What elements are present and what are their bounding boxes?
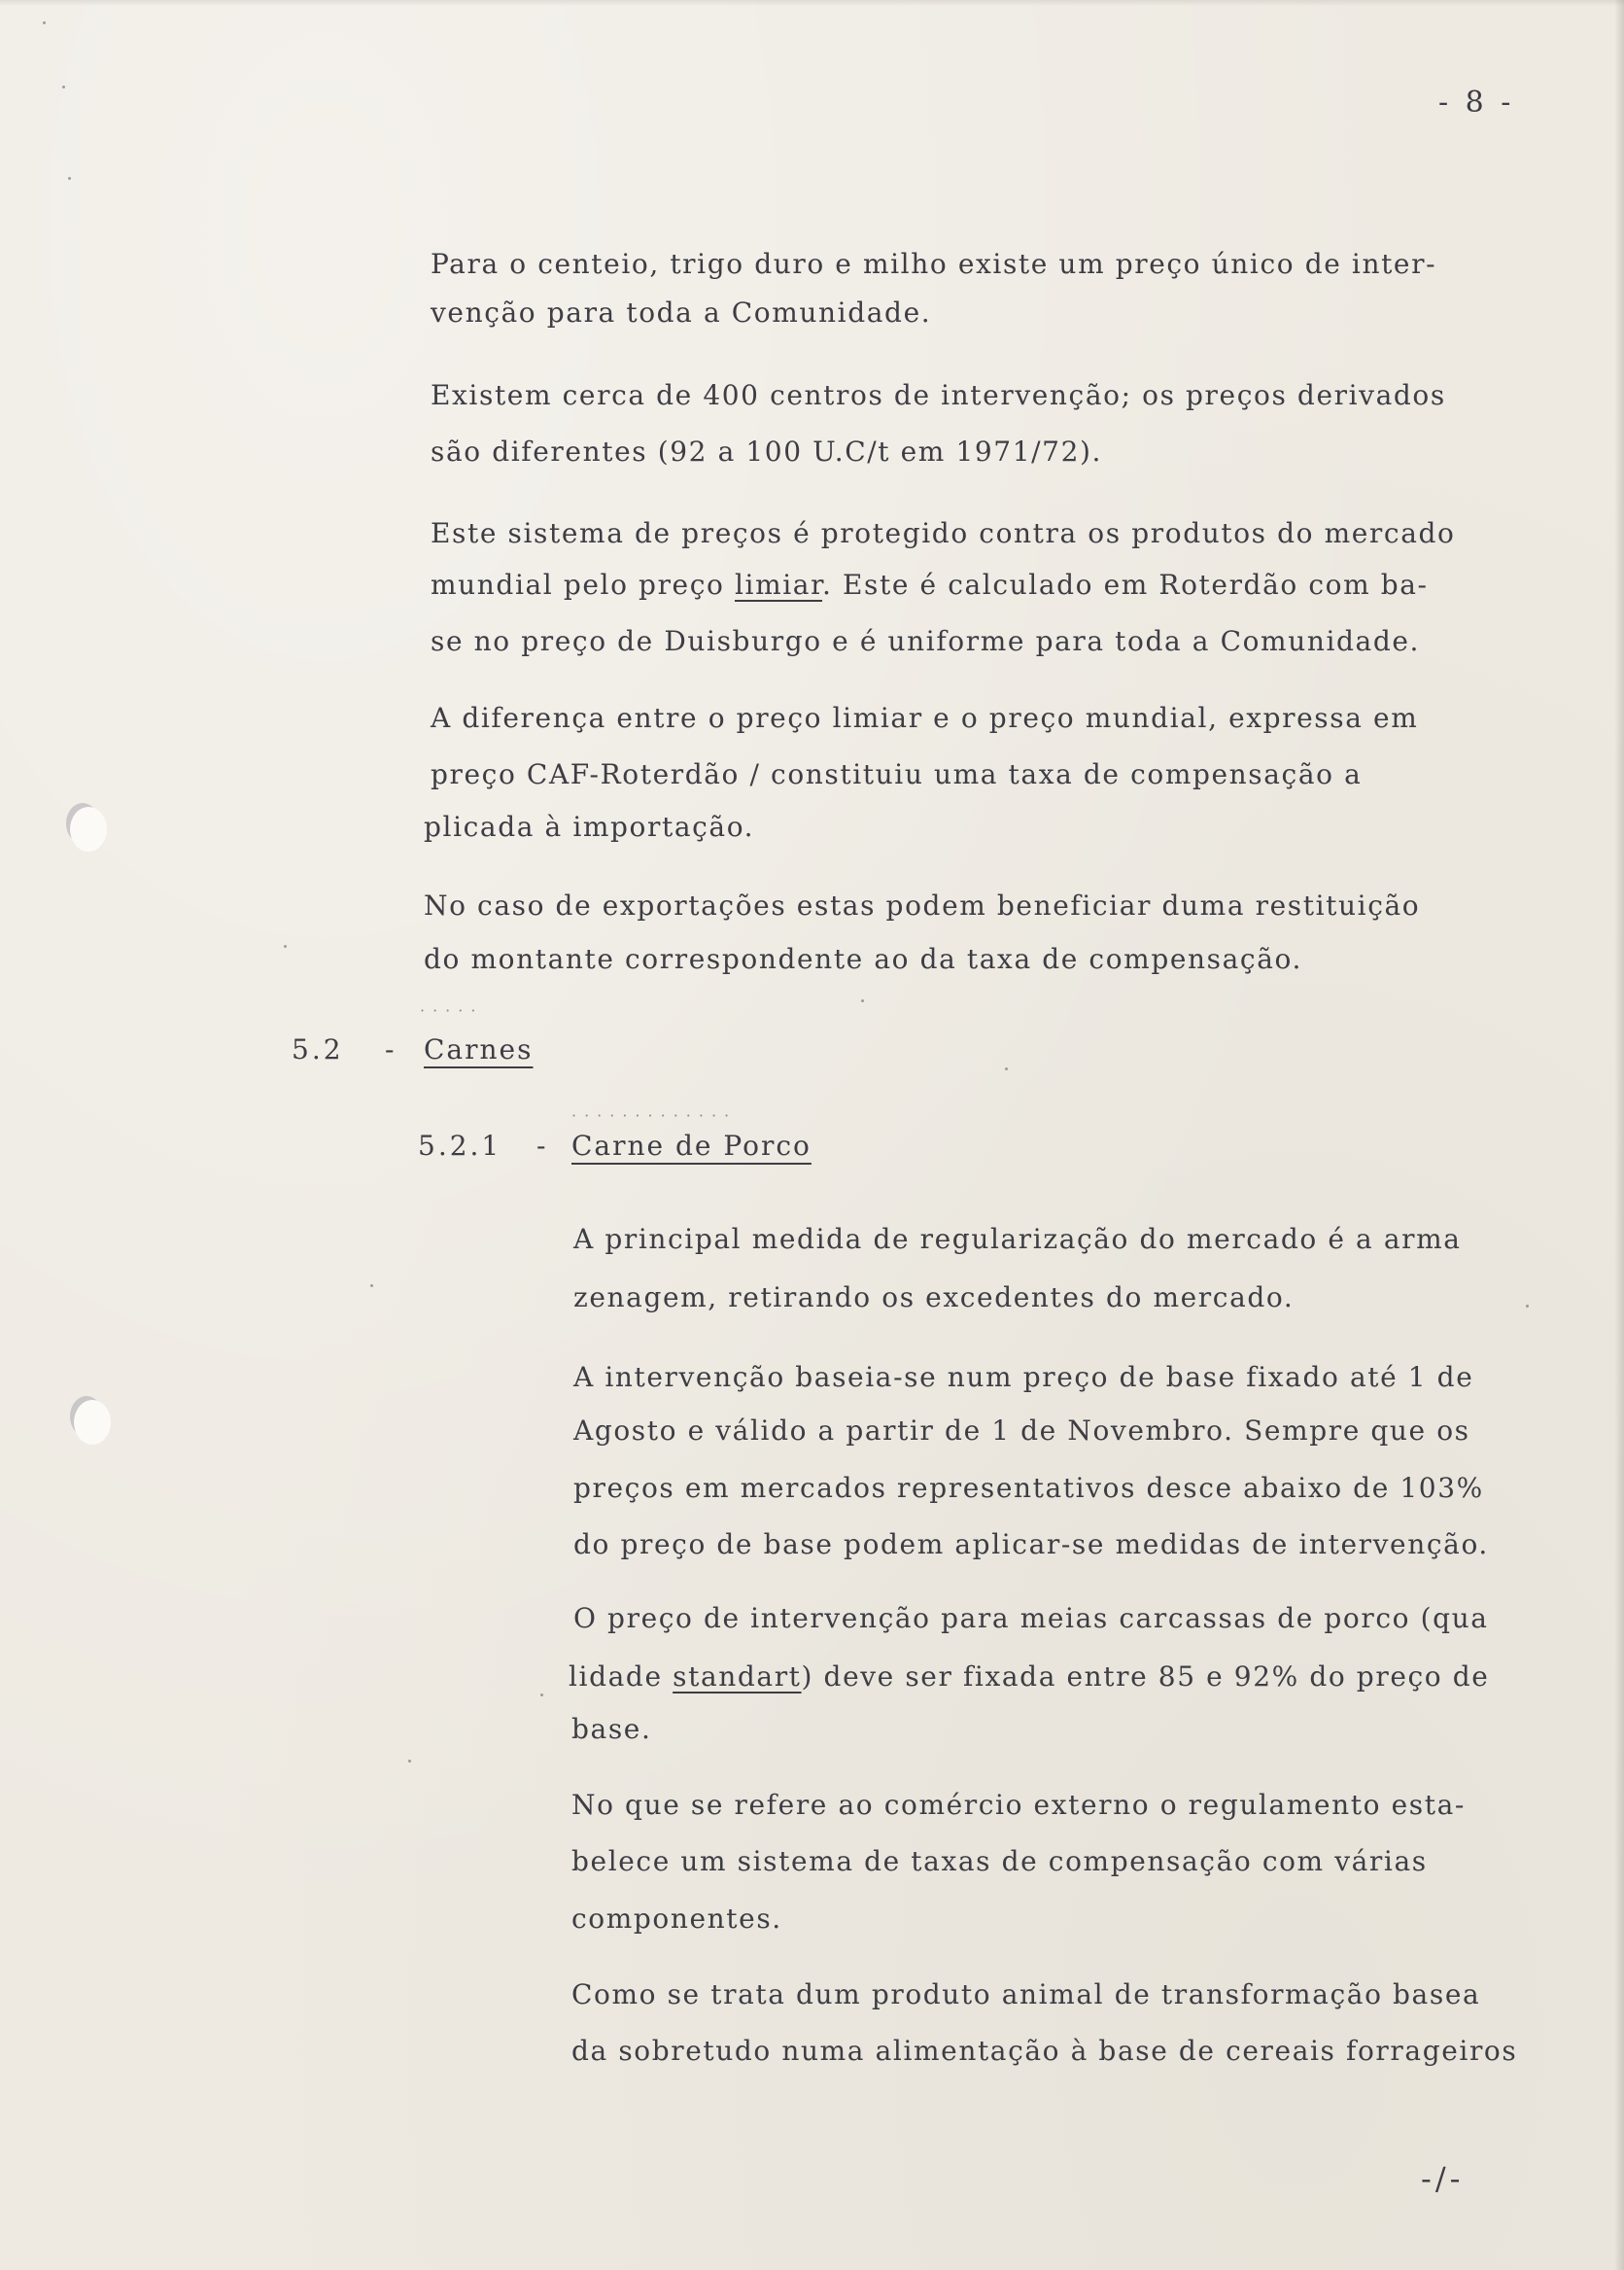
paragraph-line: O preço de intervenção para meias carcassas de porco (qua (573, 1602, 1489, 1634)
text-span: ) deve ser fixada entre 85 e 92% do preço de (801, 1660, 1490, 1693)
paragraph-line (569, 1660, 1489, 1693)
section-title: Carne de Porco (571, 1130, 812, 1162)
paragraph-line: preço CAF-Roterdão / constituiu uma taxa de compensação a (431, 758, 1363, 790)
paper-speck (540, 1694, 543, 1696)
paragraph-line: Para o centeio, trigo duro e milho existe um preço único de inter- (431, 248, 1437, 280)
underlined-term: standart (673, 1660, 802, 1693)
dot-leader: ····· (420, 1001, 484, 1020)
paragraph-line: do preço de base podem aplicar-se medidas de intervenção. (573, 1528, 1489, 1560)
paragraph-line: Existem cerca de 400 centros de intervenção; os preços derivados (431, 379, 1446, 411)
continuation-mark: -/- (1421, 2160, 1465, 2197)
paragraph-line: base. (571, 1713, 652, 1745)
section-dash: - (536, 1130, 546, 1162)
paper-speck (370, 1284, 373, 1287)
paragraph-line: belece um sistema de taxas de compensação com várias (571, 1845, 1428, 1877)
dot-leader: ············· (571, 1106, 738, 1125)
paragraph-line: Agosto e válido a partir de 1 de Novembro. Sempre que os (573, 1414, 1470, 1447)
paragraph-line: No que se refere ao comércio externo o regulamento esta- (571, 1789, 1466, 1821)
punch-hole-lower (74, 1400, 111, 1445)
paper-speck (861, 999, 864, 1002)
section-number: 5.2.1 (418, 1130, 502, 1162)
paragraph-line: se no preço de Duisburgo e é uniforme para toda a Comunidade. (431, 625, 1421, 657)
section-number: 5.2 (292, 1033, 344, 1065)
paragraph-line: Este sistema de preços é protegido contra os produtos do mercado (431, 517, 1456, 549)
text-span: lidade (569, 1660, 674, 1693)
paragraph-line: são diferentes (92 a 100 U.C/t em 1971/72). (431, 436, 1103, 468)
paragraph-line: A diferença entre o preço limiar e o preço mundial, expressa em (431, 702, 1419, 734)
paper-speck (43, 21, 46, 24)
paragraph-line: plicada à importação. (424, 811, 755, 843)
punch-hole-upper (70, 807, 107, 852)
paper-speck (68, 177, 71, 180)
paper-speck (1005, 1067, 1008, 1070)
paper-speck (284, 945, 287, 948)
page-number: - 8 - (1438, 86, 1515, 120)
paragraph-line: zenagem, retirando os excedentes do mercado. (573, 1281, 1295, 1313)
paragraph-line: da sobretudo numa alimentação à base de cereais forrageiros (571, 2035, 1518, 2067)
paragraph-line (431, 569, 1429, 601)
text-span: . Este é calculado em Roterdão com ba- (822, 569, 1429, 601)
paragraph-line: A principal medida de regularização do mercado é a arma (573, 1223, 1462, 1255)
paper-speck (62, 86, 65, 88)
section-title: Carnes (424, 1033, 534, 1065)
underlined-term: limiar (734, 569, 823, 601)
paragraph-line: venção para toda a Comunidade. (431, 297, 932, 329)
paragraph-line: No caso de exportações estas podem beneficiar duma restituição (424, 890, 1421, 922)
paper-speck (1526, 1305, 1529, 1308)
paragraph-line: A intervenção baseia-se num preço de base fixado até 1 de (573, 1361, 1474, 1393)
paper-edge-top (0, 0, 1624, 6)
paragraph-line: preços em mercados representativos desce abaixo de 103% (573, 1472, 1484, 1504)
paper-speck (408, 1760, 411, 1763)
paragraph-line: componentes. (571, 1903, 782, 1935)
text-span: mundial pelo preço (431, 569, 735, 601)
section-dash: - (385, 1033, 395, 1065)
paper-edge-right (1614, 0, 1624, 2270)
paragraph-line: do montante correspondente ao da taxa de compensação. (424, 943, 1302, 975)
paragraph-line: Como se trata dum produto animal de transformação basea (571, 1978, 1481, 2010)
